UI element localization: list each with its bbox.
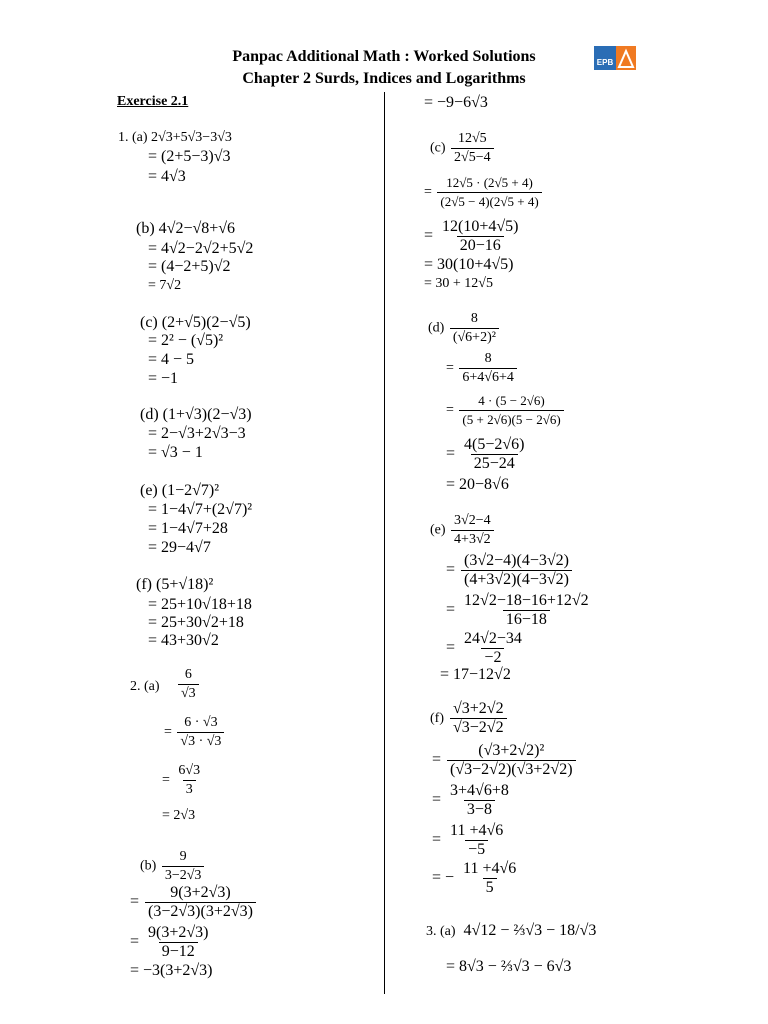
q3a-step1: 3. (a) 4√12 − ⅔√3 − 18/√3 [426,922,597,939]
q1c-line: (c) (2+√5)(2−√5) [140,314,251,331]
q2e-step3: = $\frac{12√2-18-16+12√2}{16-18}$ [446,592,589,628]
q1c-line: = 4 − 5 [148,351,195,368]
q2b-continued: = −9−6√3 [424,94,488,111]
chapter-title: Chapter 2 Surds, Indices and Logarithms [242,70,526,87]
exercise-heading: Exercise 2.1 [117,94,189,109]
epb-logo [594,46,636,70]
q3a-step2: = 8√3 − ⅔√3 − 6√3 [446,958,572,975]
q1d-line: = √3 − 1 [148,444,203,461]
q2e-step2: = $\frac{(3√2-4)(4-3√2)}{(4+3√2)(4-3√2)}$ [446,552,574,589]
q2b-result: = −3(3+2√3) [130,962,213,979]
q2a-step2: = $\frac{6 \cdot √3}{√3 \cdot √3}$ [164,714,226,751]
q1c-line: = −1 [148,370,179,387]
q1f-line: = 43+30√2 [148,632,219,649]
q2f-step5: = − $\frac{11 +4√6}{5}$ [432,860,517,896]
q2e-step1: (e) $\frac{3√2-4}{4+3√2}$ [430,512,496,549]
q2b-step3: = $\frac{9(3+2√3)}{9-12}$ [130,924,209,960]
q1b-line: = 4√2−2√2+5√2 [148,240,254,257]
q2b-step2: = $\frac{9(3+2√3)}{(3-2√3)(3+2√3)}$ [130,884,258,921]
q2c-step3: = $\frac{12(10+4√5)}{20-16}$ [424,218,519,254]
q1d-line: (d) (1+√3)(2−√3) [140,406,252,423]
q2f-step1: (f) $\frac{√3+2√2}{√3-2√2}$ [430,700,509,737]
q1f-line: (f) (5+√18)² [136,576,214,593]
q1e-line: = 1−4√7+28 [148,520,228,537]
q2c-step2: = $\frac{12√5 \cdot (2√5 + 4)}{(2√5 - 4)(2√5 + 4)}$ [424,174,544,211]
q1a-line: 1. (a) 2√3+5√3−3√3 [118,130,232,145]
q2a-step1: $\frac{6}{√3}$ [176,666,201,703]
q1c-line: = 2² − (√5)² [148,332,224,349]
q2d-step2: = $\frac{8}{6+4√6+4}$ [446,350,519,387]
q1e-line: = 1−4√7+(2√7)² [148,501,253,518]
q1e-line: (e) (1−2√7)² [140,482,220,499]
q2f-step2: = $\frac{\text{(√3+2√2)²}}{(√3-2√2)(√3+2√2)}$ [432,742,578,779]
q1a-line: = (2+5−3)√3 [148,148,231,165]
q1e-line: = 29−4√7 [148,539,211,556]
q2c-step4: = 30(10+4√5) [424,256,514,273]
q2f-step3: = $\frac{3+4√6+8}{3-8}$ [432,782,509,818]
q2a-step3: = $\frac{6√3}{3}$ [162,763,201,797]
q1a-line: = 4√3 [148,168,186,185]
q1b-line: (b) 4√2−√8+√6 [136,220,236,237]
q2e-result: = 17−12√2 [440,666,511,683]
q1b-line: = (4−2+5)√2 [148,258,231,275]
q1f-line: = 25+30√2+18 [148,614,244,631]
page-title: Panpac Additional Math : Worked Solutions [232,48,536,65]
q1f-line: = 25+10√18+18 [148,596,252,613]
q1b-line: = 7√2 [148,278,182,293]
q2c-result: = 30 + 12√5 [424,276,493,291]
q2d-step1: (d) $\frac{8}{\text{(√6+2)²}}$ [428,310,501,347]
logo-text: EPB [596,58,614,67]
q2f-step4: = $\frac{11 +4√6}{-5}$ [432,822,504,858]
q2d-step3: = $\frac{4 \cdot (5 - 2√6)}{(5 + 2√6)(5 - 2√6)}$ [446,392,566,429]
q2b-step1: (b) $\frac{9}{3-2√3}$ [140,848,206,885]
column-divider [384,92,385,994]
q1d-line: = 2−√3+2√3−3 [148,425,246,442]
q2a-label: 2. (a) [130,679,160,694]
q2d-step4: = $\frac{4(5-2√6)}{25-24}$ [446,436,525,472]
q2d-result: = 20−8√6 [446,476,509,493]
q2e-step4: = $\frac{24√2-34}{-2}$ [446,630,522,666]
q2a-result: = 2√3 [162,808,196,823]
q2c-step1: (c) $\frac{12√5}{2√5-4}$ [430,130,496,167]
